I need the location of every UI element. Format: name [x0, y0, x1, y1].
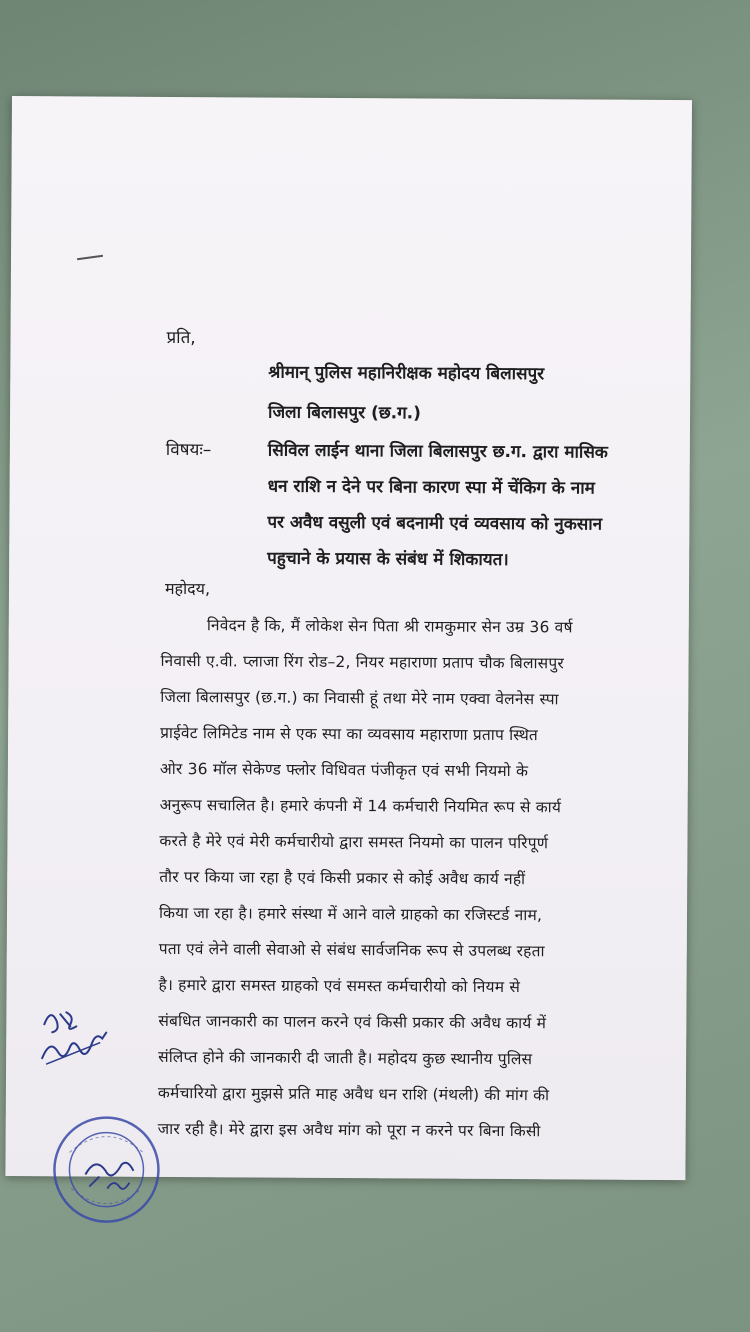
margin-mark — [77, 255, 103, 260]
letter-page — [5, 96, 692, 1180]
body-line: निवासी ए.वी. प्लाजा रिंग रोड–2, नियर महाराणा प्रताप चौक बिलासपुर — [160, 651, 564, 673]
subject-line: पर अवैध वसुली एवं बदनामी एवं व्यवसाय को नुकसान — [267, 512, 603, 535]
salutation: प्रति, — [166, 327, 196, 349]
subject-line: सिविल लाईन थाना जिला बिलासपुर छ.ग. द्वारा मासिक — [267, 440, 608, 463]
handwritten-signature — [36, 1002, 116, 1072]
body-line: करते है मेरे एवं मेरी कर्मचारीयो द्वारा समस्त नियमो का पालन परिपूर्ण — [159, 831, 549, 853]
greeting: महोदय, — [164, 578, 211, 599]
body-line: पता एवं लेने वाली सेवाओ से संबंध सार्वजनिक रूप से उपलब्ध रहता — [158, 939, 545, 961]
address-line-1: श्रीमान् पुलिस महानिरीक्षक महोदय बिलासपुर — [268, 362, 545, 385]
body-line: निवेदन है कि, मैं लोकेश सेन पिता श्री रामकुमार सेन उम्र 36 वर्ष — [160, 615, 573, 637]
body-line: है। हमारे द्वारा समस्त ग्राहको एवं समस्त कर्मचारीयो को नियम से — [158, 975, 521, 997]
subject-line: धन राशि न देने पर बिना कारण स्पा में चेंकिग के नाम — [267, 476, 595, 499]
body-line: अनुरूप सचालित है। हमारे कंपनी में 14 कर्मचारी नियमित रूप से कार्य — [159, 795, 562, 817]
address-line-2: जिला बिलासपुर (छ.ग.) — [268, 402, 422, 424]
body-line: संबधित जानकारी का पालन करने एवं किसी प्रकार की अवैध कार्य में — [158, 1011, 547, 1033]
subject-label: विषयः– — [165, 439, 212, 461]
subject-line: पहुचाने के प्रयास के संबंध में शिकायत। — [267, 548, 509, 571]
body-line: जिला बिलासपुर (छ.ग.) का निवासी हूं तथा मेरे नाम एक्वा वेलनेस स्पा — [160, 687, 559, 709]
body-line: जार रही है। मेरे द्वारा इस अवैध मांग को पूरा न करने पर बिना किसी — [157, 1119, 541, 1141]
body-line: कर्मचारियो द्वारा मुझसे प्रति माह अवैध धन राशि (मंथली) की मांग की — [157, 1083, 550, 1105]
body-line: प्राईवेट लिमिटेड नाम से एक स्पा का व्यवसाय महाराणा प्रताप स्थित — [160, 723, 539, 745]
body-line: संलिप्त होने की जानकारी दी जाती है। महोदय कुछ स्थानीय पुलिस — [158, 1047, 533, 1069]
body-line: तौर पर किया जा रहा है एवं किसी प्रकार से कोई अवैध कार्य नहीं — [159, 867, 526, 889]
body-line: किया जा रहा है। हमारे संस्था में आने वाले ग्राहको का रजिस्टर्ड नाम, — [158, 903, 543, 925]
body-line: ओर 36 मॉल सेकेण्ड फ्लोर विधिवत पंजीकृत एवं सभी नियमो के — [159, 759, 529, 781]
received-stamp — [49, 1112, 164, 1227]
